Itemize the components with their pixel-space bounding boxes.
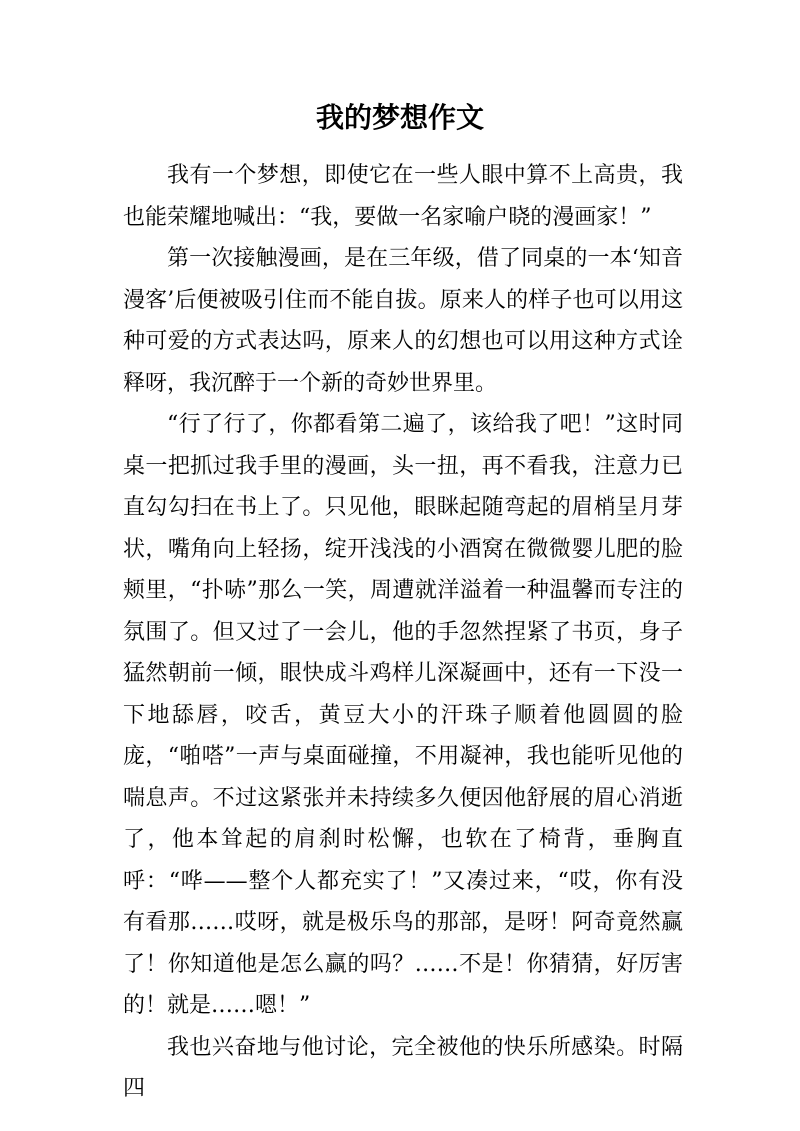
page-title: 我的梦想作文 [315,101,484,134]
paragraph-3: “行了行了，你都看第二遍了，该给我了吧！”这时同桌一把抓过我手里的漫画，头一扭，再不看我，注意力已直勾勾扫在书上了。只见他，眼眯起随弯起的眉梢呈月芽状，嘴角向上轻扬，绽开浅浅的小酒窝在微微婴儿肥的脸颊里，“扑哧”那么一笑，周遭就洋溢着一种温馨而专注的氛围了。但又过了一会儿，他的手忽然捏紧了书页，身子猛然朝前一倾，眼快成斗鸡样儿深凝画中，还有一下没一下地舔唇，咬舌，黄豆大小的汗珠子顺着他圆圆的脸庞，“啪嗒”一声与桌面碰撞，不用凝神，我也能听见他的喘息声。不过这紧张并未持续多久便因他舒展的眉心消逝了，他本耸起的肩刹时松懈，也软在了椅背，垂胸直呼：“哗——整个人都充实了！”又凑过来，“哎，你有没有看那……哎呀，就是极乐鸟的那部，是呀！阿奇竟然赢了！你知道他是怎么赢的吗？……不是！你猜猜，好厉害的！就是……嗯！” [123,412,683,1018]
article-body [123,155,683,1110]
paragraph-2: 第一次接触漫画，是在三年级，借了同桌的一本‘知音漫客’后便被吸引住而不能自拔。原来人的样子也可以用这种可爱的方式表达吗，原来人的幻想也可以用这种方式诠释呀，我沉醉于一个新的奇妙世界里。 [123,246,683,396]
paragraph-1: 我有一个梦想，即使它在一些人眼中算不上高贵，我也能荣耀地喊出：“我，要做一名家喻户晓的漫画家！” [123,163,683,230]
paragraph-4: 我也兴奋地与他讨论，完全被他的快乐所感染。时隔四 [123,1034,683,1101]
